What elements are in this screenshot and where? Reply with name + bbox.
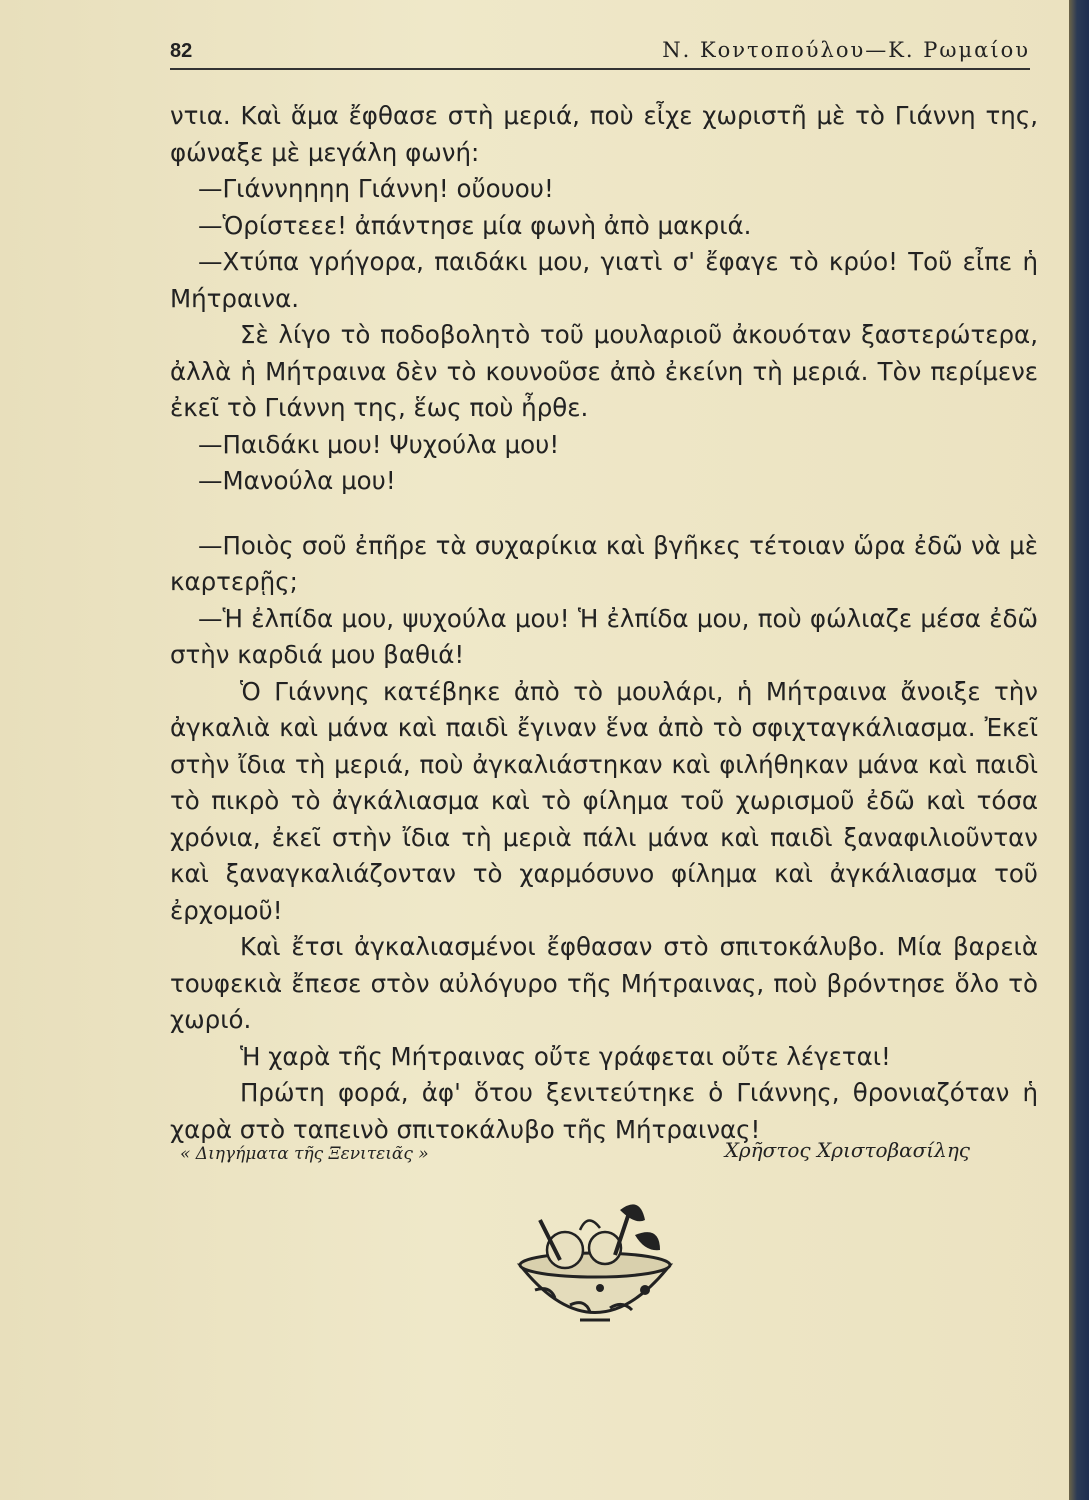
paragraph: Ὁ Γιάννης κατέβηκε ἀπὸ τὸ μουλάρι, ἡ Μήτραινα ἄνοιξε τὴν ἀγκαλιὰ καὶ μάνα καὶ παιδὶ ἔγιναν ἕνα ἀπὸ τὸ σφιχταγκάλιασμα. Ἐκεῖ στὴν ἴδια τὴ μεριά, ποὺ ἀγκαλιάστηκαν καὶ φιλήθηκαν μάνα καὶ παιδὶ τὸ πικρὸ τὸ ἀγκάλιασμα καὶ τὸ φίλημα τοῦ χωρισμοῦ ἐδῶ καὶ τόσα χρόνια, ἐκεῖ στὴν ἴδια τὴ μεριὰ πάλι μάνα καὶ παιδὶ ξαναφιλιοῦνταν καὶ ξαναγκαλιάζονταν τὸ χαρμόσυνο φίλημα καὶ ἀγκάλιασμα τοῦ ἐρχομοῦ!	[170, 676, 1038, 925]
paragraph: —Χτύπα γρήγορα, παιδάκι μου, γιατὶ σ' ἔφαγε τὸ κρύο! Τοῦ εἶπε ἡ Μήτραινα.	[170, 247, 1038, 313]
story-text	[170, 98, 1038, 1148]
paragraph: —Ὁρίστεεε! ἀπάντησε μία φωνὴ ἀπὸ μακριά.	[198, 210, 752, 240]
paragraph: —Μανούλα μου!	[198, 466, 396, 495]
paragraph-group-bottom	[170, 528, 1038, 1149]
header-rule	[170, 68, 1030, 70]
running-head: Ν. Κοντοπούλου—Κ. Ρωμαίου	[662, 38, 1030, 62]
paragraph: —Γιάννηηηη Γιάννη! οὔουου!	[198, 174, 554, 203]
source-title: « Διηγήματα τῆς Ξενιτειᾶς »	[180, 1144, 429, 1164]
page-number: 82	[170, 40, 193, 62]
paragraph: ντια. Καὶ ἅμα ἔφθασε στὴ μεριά, ποὺ εἶχε χωριστῆ μὲ τὸ Γιάννη της, φώναξε μὲ μεγάλη φωνή:	[170, 101, 1038, 167]
paragraph: —Παιδάκι μου! Ψυχούλα μου!	[198, 429, 560, 459]
paragraph: Σὲ λίγο τὸ ποδοβολητὸ τοῦ μουλαριοῦ ἀκουόταν ξαστερώτερα, ἀλλὰ ἡ Μήτραινα δὲν τὸ κουνοῦσε ἀπὸ ἐκείνη τὴ μεριά. Τὸν περίμενε ἐκεῖ τὸ Γιάννη της, ἕως ποὺ ἦρθε.	[170, 320, 1038, 422]
book-binding-edge	[1069, 0, 1089, 1500]
section-gap	[170, 500, 1038, 528]
paragraph: Καὶ ἔτσι ἀγκαλιασμένοι ἔφθασαν στὸ σπιτοκάλυβο. Μία βαρειὰ τουφεκιὰ ἔπεσε στὸν αὐλόγυρο τῆς Μήτραινας, ποὺ βρόντησε ὅλο τὸ χωριό.	[170, 932, 1038, 1034]
paragraph: Πρώτη φορά, ἀφ' ὅτου ξενιτεύτηκε ὁ Γιάννης, θρονιαζόταν ἡ χαρὰ στὸ ταπεινὸ σπιτοκάλυβο τῆς Μήτραινας!	[170, 1078, 1038, 1144]
credits	[180, 1136, 970, 1166]
paragraph: —Ποιὸς σοῦ ἐπῆρε τὰ συχαρίκια καὶ βγῆκες τέτοιαν ὥρα ἐδῶ νὰ μὲ καρτερῇς;	[170, 530, 1038, 596]
paragraph-group-top	[170, 98, 1038, 500]
paragraph: —Ἡ ἐλπίδα μου, ψυχούλα μου! Ἡ ἐλπίδα μου, ποὺ φώλιαζε μέσα ἐδῶ στὴν καρδιά μου βαθιά!	[170, 603, 1038, 669]
bowl-illustration	[510, 1190, 680, 1340]
author-name: Χρῆστος Χριστοβασίλης	[724, 1138, 970, 1162]
page-header	[170, 34, 1030, 70]
paragraph: Ἡ χαρὰ τῆς Μήτραινας οὔτε γράφεται οὔτε λέγεται!	[240, 1041, 891, 1071]
